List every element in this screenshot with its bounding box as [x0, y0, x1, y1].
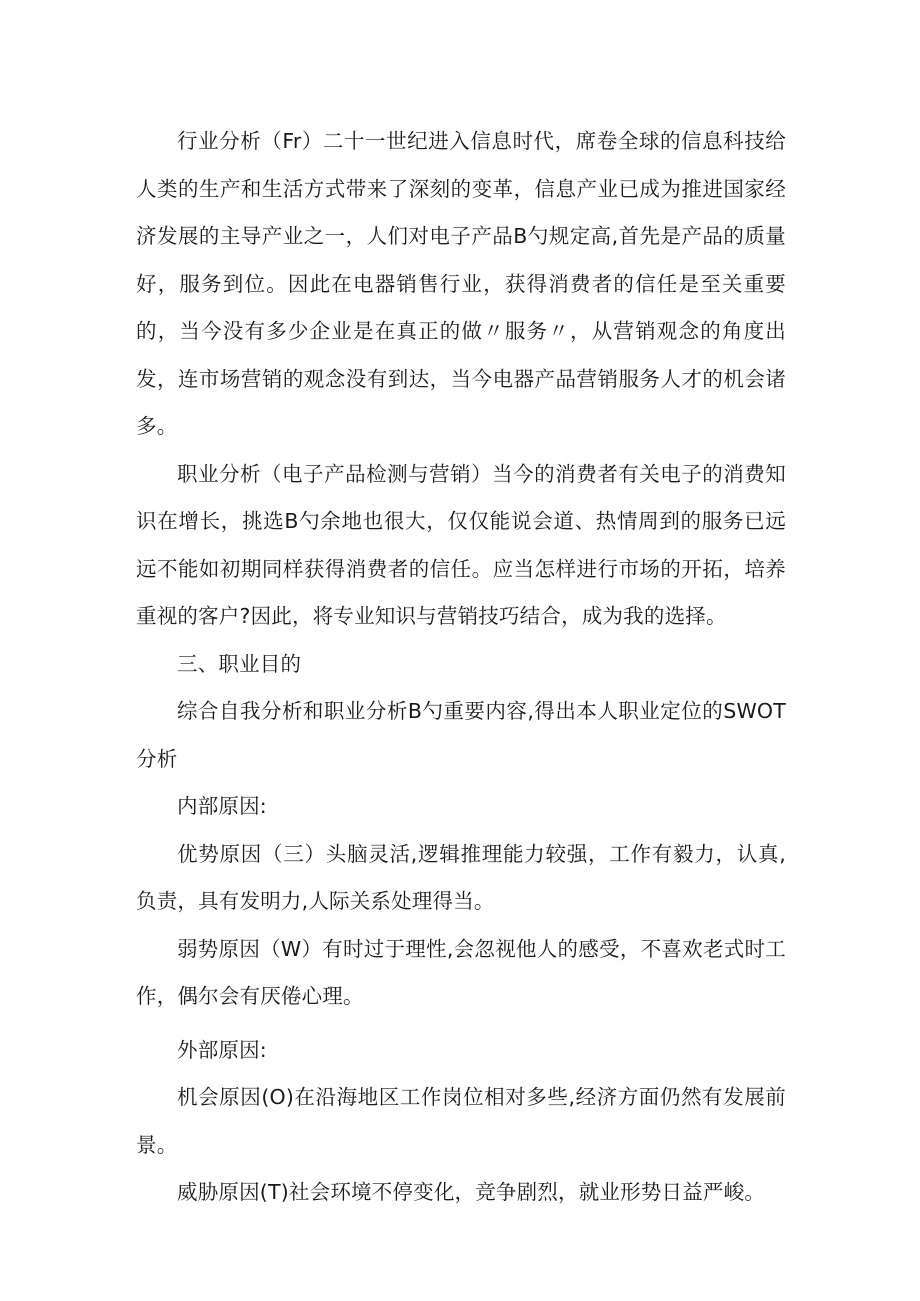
- paragraph-strengths: 优势原因（三）头脑灵活,逻辑推理能力较强，工作有毅力，认真,负责，具有发明力,人际关系处理得当。: [136, 841, 786, 913]
- paragraph-weaknesses: 弱势原因（W）有时过于理性,会忽视他人的感受，不喜欢老式时工作，偶尔会有厌倦心理。: [136, 936, 786, 1008]
- paragraph-threats: 威胁原因(T)社会环境不停变化，竞争剧烈，就业形势日益严峻。: [177, 1180, 766, 1204]
- paragraph-opportunities: 机会原因(O)在沿海地区工作岗位相对多些,经济方面仍然有发展前景。: [136, 1085, 786, 1157]
- paragraph-industry-analysis: 行业分析（Fr）二十一世纪进入信息时代，席卷全球的信息科技给人类的生产和生活方式带来了深刻的变革，信息产业已成为推进国家经济发展的主导产业之一，人们对电子产品Β勺规定高,首先是产品的质量好，服务到位。因此在电器销售行业，获得消费者的信任是至关重要的，当今没有多少企业是在真正的做〃服务〃，从营销观念的角度出发，连市场营销的观念没有到达，当今电器产品营销服务人才的机会诸多。: [136, 129, 786, 438]
- paragraph-swot-intro: 综合自我分析和职业分析Β勺重要内容,得出本人职业定位的SWOT分析: [136, 699, 786, 771]
- subheading-internal-factors: 内部原因:: [177, 794, 267, 818]
- document-body: [136, 118, 786, 1217]
- section-heading-career-goal: 三、职业目的: [177, 651, 302, 676]
- subheading-external-factors: 外部原因:: [177, 1037, 267, 1062]
- paragraph-career-analysis: 职业分析（电子产品检测与营销）当今的消费者有关电子的消费知识在增长，挑选Β勺余地也很大，仅仅能说会道、热情周到的服务已远远不能如初期同样获得消费者的信任。应当怎样进行市场的开拓，培养重视的客户?因此，将专业知识与营销技巧结合，成为我的选择。: [136, 461, 786, 628]
